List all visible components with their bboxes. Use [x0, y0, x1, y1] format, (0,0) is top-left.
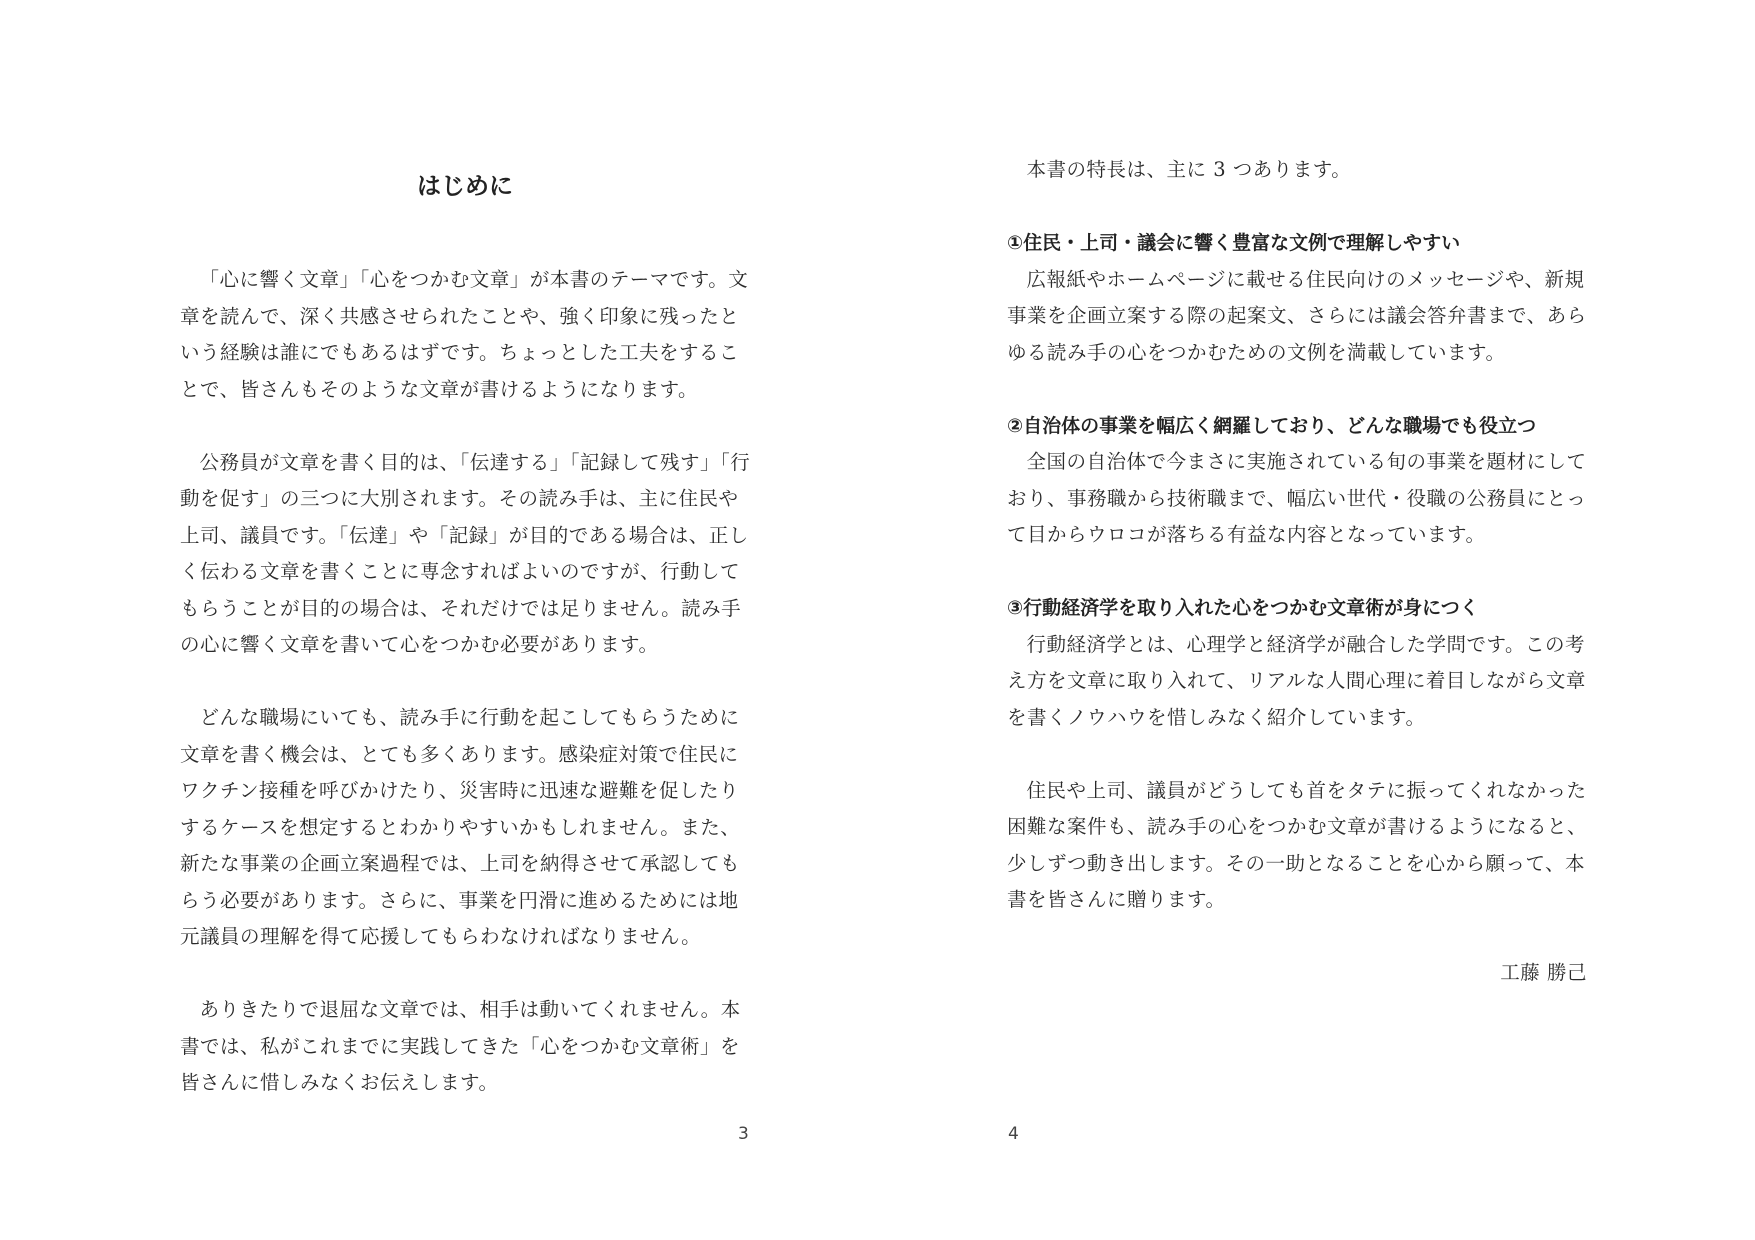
right-page-body [1007, 152, 1587, 992]
feature-heading: ②自治体の事業を幅広く網羅しており、どんな職場でも役立つ [1007, 414, 1537, 437]
features-intro: 本書の特長は、主に 3 つあります。 [1026, 158, 1352, 181]
feature-heading: ③行動経済学を取り入れた心をつかむ文章術が身につく [1007, 597, 1479, 619]
feature-body: 広報紙やホームページに載せる住民向けのメッセージや、新規事業を企画立案する際の起案文、さらには議会答弁書まで、あらゆる読み手の心をつかむための文例を満載しています。 [1007, 267, 1587, 364]
feature-section [1007, 590, 1587, 736]
feature-heading: ①住民・上司・議会に響く豊富な文例で理解しやすい [1007, 232, 1461, 254]
paragraph: どんな職場にいても、読み手に行動を起こしてもらうために文章を書く機会は、とても多くあります。感染症対策で住民にワクチン接種を呼びかけたり、災害時に迅速な避難を促したりするケースを想定するとわかりやすいかもしれません。また、新たな事業の企画立案過程では、上司を納得させて承認してもらう必要があります。さらに、事業を円滑に進めるためには地元議員の理解を得て応援してもらわなければなりません。 [180, 706, 741, 948]
left-page [0, 0, 877, 1240]
paragraph: ありきたりで退屈な文章では、相手は動いてくれません。本書では、私がこれまでに実践してきた「心をつかむ文章術」を皆さんに惜しみなくお伝えします。 [180, 998, 741, 1094]
left-page-body [180, 262, 753, 1102]
right-page [877, 0, 1755, 1240]
feature-body: 行動経済学とは、心理学と経済学が融合した学問です。この考え方を文章に取り入れて、リアルな人間心理に着目しながら文章を書くノウハウを惜しみなく紹介しています。 [1007, 632, 1586, 729]
feature-section [1007, 408, 1587, 554]
closing-paragraph: 住民や上司、議員がどうしても首をタテに振ってくれなかった困難な案件も、読み手の心をつかむ文章が書けるようになると、少しずつ動き出します。その一助となることを心から願って、本書を皆さんに贈ります。 [1007, 778, 1588, 911]
author-signature: 工藤 勝己 [1500, 961, 1587, 984]
feature-section [1007, 225, 1587, 371]
closing-section [1007, 773, 1587, 919]
feature-body: 全国の自治体で今まさに実施されている旬の事業を題材にしており、事務職から技術職まで、幅広い世代・役職の公務員にとって目からウロコが落ちる有益な内容となっています。 [1007, 450, 1587, 546]
paragraph: 「心に響く文章」「心をつかむ文章」が本書のテーマです。文章を読んで、深く共感させられたことや、強く印象に残ったという経験は誰にでもあるはずです。ちょっとした工夫をすることで、皆さんもそのような文章が書けるようになります。 [180, 268, 749, 401]
page-title: はじめに [417, 172, 513, 200]
paragraph: 公務員が文章を書く目的は、「伝達する」「記録して残す」「行動を促す」の三つに大別されます。その読み手は、主に住民や上司、議員です。「伝達」や「記録」が目的である場合は、正しく伝わる文章を書くことに専念すればよいのですが、行動してもらうことが目的の場合は、それだけでは足りません。読み手の心に響く文章を書いて心をつかむ必要があります。 [180, 450, 751, 656]
page-number-left: 3 [738, 1124, 749, 1144]
page-number-right: 4 [1008, 1124, 1019, 1144]
